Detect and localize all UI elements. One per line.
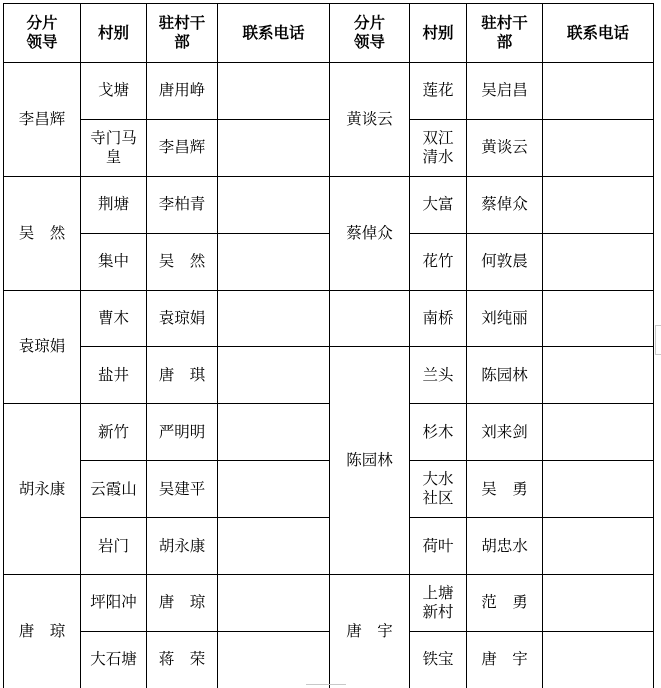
cadre-cell: 刘纯丽 bbox=[467, 290, 543, 347]
cadre-cell: 袁琼娟 bbox=[147, 290, 218, 347]
header-village: 村别 bbox=[410, 4, 467, 63]
area-leader-cell: 吴 然 bbox=[4, 176, 81, 290]
header-area-leader: 分片 领导 bbox=[330, 4, 410, 63]
table-row bbox=[4, 290, 654, 347]
cadre-cell: 胡永康 bbox=[147, 518, 218, 575]
area-leader-cell: 胡永康 bbox=[4, 404, 81, 575]
page-edge-marker bbox=[655, 325, 661, 355]
village-cell: 大富 bbox=[410, 176, 467, 233]
area-leader-cell: 黄谈云 bbox=[330, 63, 410, 177]
phone-cell bbox=[218, 119, 330, 176]
table-row bbox=[4, 119, 654, 176]
village-cell: 兰头 bbox=[410, 347, 467, 404]
table-row bbox=[4, 176, 654, 233]
phone-cell bbox=[543, 575, 654, 632]
page-bottom-marker bbox=[306, 684, 346, 688]
header-area-leader: 分片 领导 bbox=[4, 4, 81, 63]
village-cell: 南桥 bbox=[410, 290, 467, 347]
area-leader-cell: 唐 宇 bbox=[330, 575, 410, 688]
phone-cell bbox=[543, 233, 654, 290]
village-cadre-roster-table bbox=[3, 3, 654, 688]
village-cell: 铁宝 bbox=[410, 631, 467, 688]
cadre-cell: 何敦晨 bbox=[467, 233, 543, 290]
phone-cell bbox=[543, 518, 654, 575]
table-row bbox=[4, 63, 654, 120]
village-cell: 大水 社区 bbox=[410, 461, 467, 518]
cadre-cell: 蒋 荣 bbox=[147, 631, 218, 688]
phone-cell bbox=[218, 461, 330, 518]
header-phone: 联系电话 bbox=[218, 4, 330, 63]
table-row bbox=[4, 404, 654, 461]
cadre-cell: 唐 宇 bbox=[467, 631, 543, 688]
header-resident-cadre: 驻村干 部 bbox=[467, 4, 543, 63]
village-cell: 上塘 新村 bbox=[410, 575, 467, 632]
cadre-cell: 刘来剑 bbox=[467, 404, 543, 461]
phone-cell bbox=[218, 631, 330, 688]
phone-cell bbox=[218, 290, 330, 347]
cadre-cell: 唐 琼 bbox=[147, 575, 218, 632]
header-resident-cadre: 驻村干 部 bbox=[147, 4, 218, 63]
header-village: 村别 bbox=[81, 4, 147, 63]
cadre-cell: 唐 琪 bbox=[147, 347, 218, 404]
cadre-cell: 吴 勇 bbox=[467, 461, 543, 518]
area-leader-cell: 蔡倬众 bbox=[330, 176, 410, 290]
cadre-cell: 蔡倬众 bbox=[467, 176, 543, 233]
phone-cell bbox=[543, 631, 654, 688]
header-phone: 联系电话 bbox=[543, 4, 654, 63]
village-cell: 曹木 bbox=[81, 290, 147, 347]
phone-cell bbox=[218, 233, 330, 290]
village-cell: 新竹 bbox=[81, 404, 147, 461]
cadre-cell: 陈园林 bbox=[467, 347, 543, 404]
village-cell: 荷叶 bbox=[410, 518, 467, 575]
phone-cell bbox=[218, 575, 330, 632]
area-leader-cell: 陈园林 bbox=[330, 347, 410, 575]
phone-cell bbox=[218, 404, 330, 461]
village-cell: 戈塘 bbox=[81, 63, 147, 120]
cadre-cell: 胡忠水 bbox=[467, 518, 543, 575]
phone-cell bbox=[543, 63, 654, 120]
village-cell: 寺门马 皇 bbox=[81, 119, 147, 176]
cadre-cell: 唐用峥 bbox=[147, 63, 218, 120]
phone-cell bbox=[543, 290, 654, 347]
table-row bbox=[4, 631, 654, 688]
cadre-cell: 范 勇 bbox=[467, 575, 543, 632]
village-cell: 坪阳冲 bbox=[81, 575, 147, 632]
table-row bbox=[4, 575, 654, 632]
table-row bbox=[4, 461, 654, 518]
phone-cell bbox=[218, 518, 330, 575]
phone-cell bbox=[218, 347, 330, 404]
table-row bbox=[4, 347, 654, 404]
area-leader-cell-empty bbox=[330, 290, 410, 347]
cadre-cell: 严明明 bbox=[147, 404, 218, 461]
cadre-cell: 黄谈云 bbox=[467, 119, 543, 176]
village-cell: 云霞山 bbox=[81, 461, 147, 518]
phone-cell bbox=[543, 119, 654, 176]
village-cell: 荆塘 bbox=[81, 176, 147, 233]
cadre-cell: 李柏青 bbox=[147, 176, 218, 233]
phone-cell bbox=[543, 461, 654, 518]
cadre-cell: 李昌辉 bbox=[147, 119, 218, 176]
phone-cell bbox=[543, 347, 654, 404]
cadre-cell: 吴 然 bbox=[147, 233, 218, 290]
village-cell: 岩门 bbox=[81, 518, 147, 575]
cadre-cell: 吴建平 bbox=[147, 461, 218, 518]
village-cell: 花竹 bbox=[410, 233, 467, 290]
cadre-cell: 吴启昌 bbox=[467, 63, 543, 120]
area-leader-cell: 袁琼娟 bbox=[4, 290, 81, 404]
village-cell: 盐井 bbox=[81, 347, 147, 404]
area-leader-cell: 李昌辉 bbox=[4, 63, 81, 177]
table-row bbox=[4, 233, 654, 290]
phone-cell bbox=[543, 404, 654, 461]
phone-cell bbox=[218, 176, 330, 233]
village-cell: 莲花 bbox=[410, 63, 467, 120]
header-row bbox=[4, 4, 654, 63]
phone-cell bbox=[218, 63, 330, 120]
village-cell: 杉木 bbox=[410, 404, 467, 461]
table-row bbox=[4, 518, 654, 575]
village-cell: 大石塘 bbox=[81, 631, 147, 688]
area-leader-cell: 唐 琼 bbox=[4, 575, 81, 688]
phone-cell bbox=[543, 176, 654, 233]
village-cell: 双江 清水 bbox=[410, 119, 467, 176]
village-cell: 集中 bbox=[81, 233, 147, 290]
